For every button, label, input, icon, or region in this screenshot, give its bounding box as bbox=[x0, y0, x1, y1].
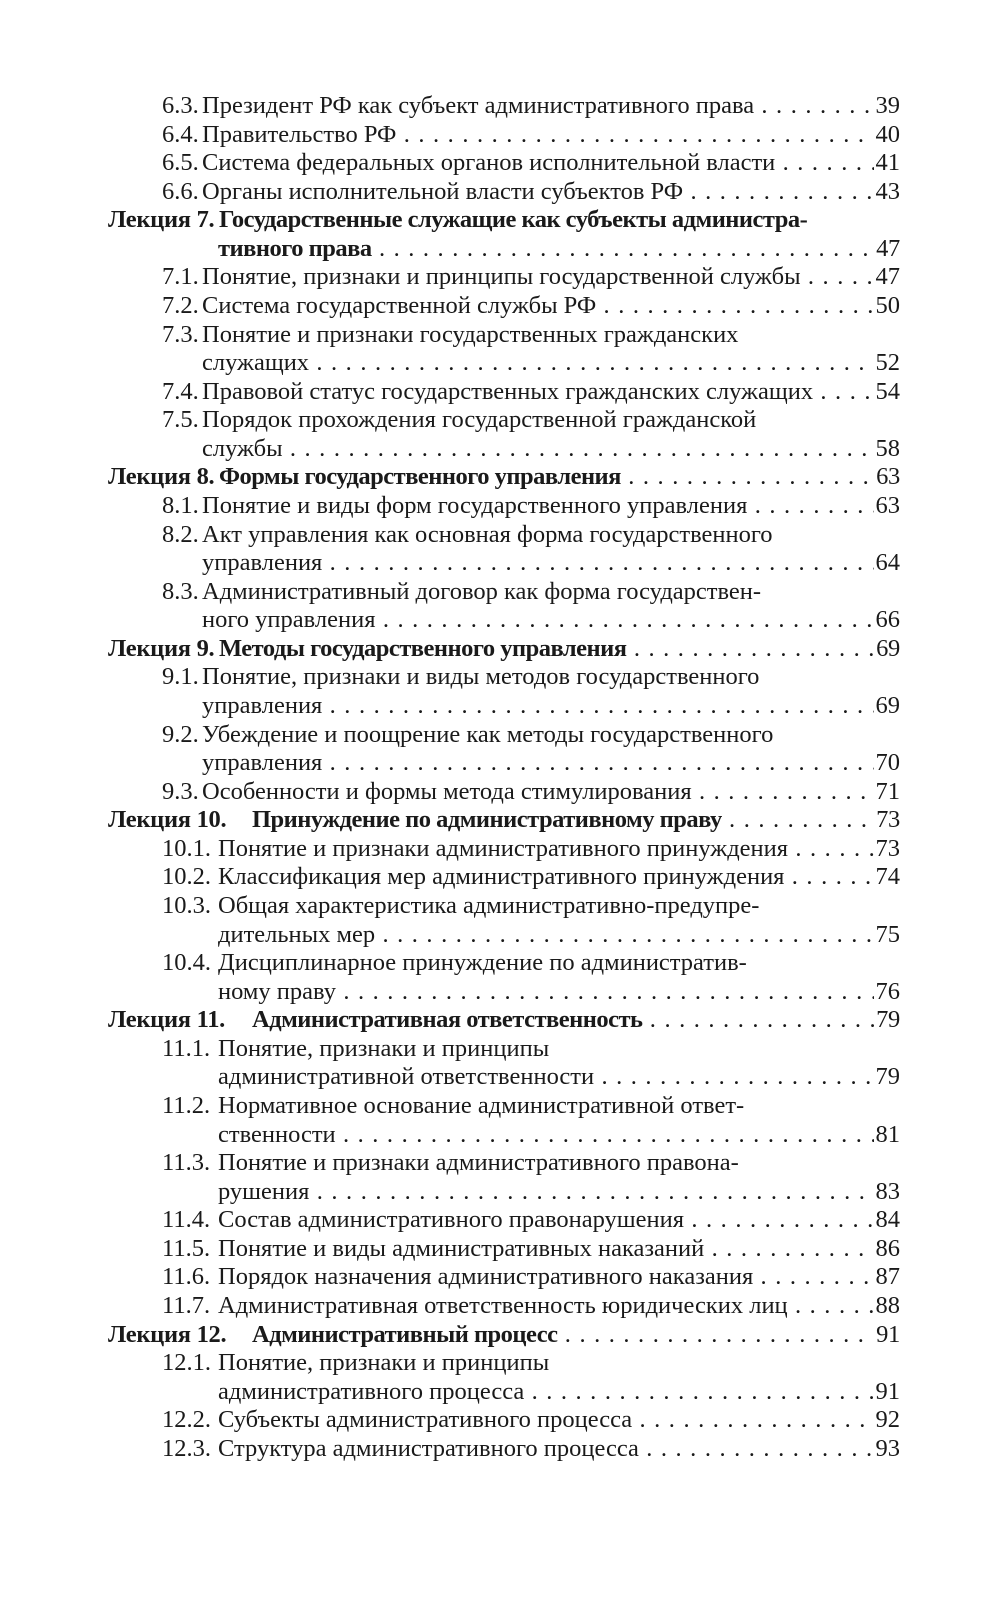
toc-page-number: 81 bbox=[875, 1120, 900, 1148]
toc-page-number: 69 bbox=[875, 691, 900, 719]
toc-section-line bbox=[0, 977, 900, 1006]
toc-entry-title: ственности bbox=[218, 1120, 336, 1148]
toc-lecture-line bbox=[0, 634, 900, 663]
toc-page-number: 73 bbox=[875, 834, 900, 862]
toc-entry-number: Лекция 7. bbox=[108, 206, 215, 234]
toc-section-line bbox=[0, 91, 900, 120]
toc-page-number: 84 bbox=[875, 1206, 900, 1234]
toc-entry-title: тивного права bbox=[218, 234, 372, 262]
toc-entry-title: ного управления bbox=[202, 606, 376, 634]
toc-page-number: 43 bbox=[875, 177, 900, 205]
toc-entry-title: Понятие, признаки и виды методов государственного bbox=[202, 663, 760, 691]
toc-entry-title: Правовой статус государственных гражданских служащих bbox=[202, 377, 814, 405]
toc-page-number: 47 bbox=[876, 234, 900, 262]
toc-lecture-line bbox=[0, 234, 900, 263]
toc-page-number: 79 bbox=[875, 1063, 900, 1091]
toc-section-line bbox=[0, 377, 900, 406]
toc-entry-title: Понятие, признаки и принципы государственной службы bbox=[202, 263, 801, 291]
toc-page-number: 39 bbox=[875, 92, 900, 119]
toc-page-number: 41 bbox=[875, 149, 900, 177]
toc-lecture-line bbox=[0, 462, 900, 491]
toc-section-line bbox=[0, 1205, 900, 1234]
toc-entry-title: Правительство РФ bbox=[202, 120, 397, 148]
toc-section-line bbox=[0, 1234, 900, 1263]
toc-entry-title: Нормативное основание административной ответ- bbox=[218, 1091, 745, 1119]
toc-section-line bbox=[0, 691, 900, 720]
toc-lecture-line bbox=[0, 805, 900, 834]
toc-section-line bbox=[0, 291, 900, 320]
toc-entry-title: Президент РФ как субъект административного права bbox=[202, 92, 755, 119]
toc-entry-number: Лекция 10. bbox=[108, 806, 227, 834]
toc-section-line bbox=[0, 434, 900, 463]
toc-page-number: 93 bbox=[875, 1434, 900, 1462]
toc-section-line bbox=[0, 1405, 900, 1434]
toc-page-number: 63 bbox=[876, 463, 900, 491]
toc-page-number: 64 bbox=[875, 549, 900, 577]
toc-entry-title: Административная ответственность bbox=[252, 1006, 643, 1034]
toc-section-line bbox=[0, 548, 900, 577]
toc-section-line bbox=[0, 920, 900, 949]
toc-section-line bbox=[0, 834, 900, 863]
toc-entry-title: Система федеральных органов исполнительной власти bbox=[202, 149, 776, 177]
toc-section-line bbox=[0, 862, 900, 891]
toc-section-line bbox=[0, 1120, 900, 1149]
toc-page-number: 91 bbox=[876, 1320, 900, 1348]
toc-page-number: 58 bbox=[875, 434, 900, 462]
toc-page-number: 73 bbox=[876, 806, 900, 834]
toc-entry-title: Административный процесс bbox=[252, 1320, 558, 1348]
toc-page-number: 70 bbox=[875, 749, 900, 777]
toc-entry-title: административной ответственности bbox=[218, 1063, 595, 1091]
toc-section-line bbox=[0, 148, 900, 177]
toc-entry-title: Система государственной службы РФ bbox=[202, 291, 597, 319]
toc-entry-title: Порядок назначения административного наказания bbox=[218, 1263, 754, 1291]
toc-section-line bbox=[0, 891, 900, 920]
toc-entry-number: 6.6. bbox=[162, 177, 199, 205]
toc-entry-number: 11.3. bbox=[162, 1149, 211, 1177]
toc-section-line bbox=[0, 177, 900, 206]
toc-entry-title: Понятие и признаки государственных гражданских bbox=[202, 320, 739, 348]
toc-page-number: 91 bbox=[875, 1377, 900, 1405]
toc-entry-title: Субъекты административного процесса bbox=[218, 1406, 633, 1434]
toc-entry-number: 11.6. bbox=[162, 1263, 211, 1291]
toc-entry-number: 10.4. bbox=[162, 949, 211, 977]
toc-section-line bbox=[0, 491, 900, 520]
toc-entry-title: управления bbox=[202, 549, 323, 577]
toc-section-line bbox=[0, 1177, 900, 1206]
toc-page-number: 79 bbox=[876, 1006, 900, 1034]
toc-section-line bbox=[0, 1377, 900, 1406]
toc-section-line bbox=[0, 1262, 900, 1291]
toc-entry-title: Дисциплинарное принуждение по административ- bbox=[218, 949, 747, 977]
toc-section-line bbox=[0, 320, 900, 349]
toc-entry-number: 12.1. bbox=[162, 1349, 211, 1377]
toc-page-number: 69 bbox=[876, 634, 900, 662]
toc-section-line bbox=[0, 1034, 900, 1063]
toc-entry-number: 7.1. bbox=[162, 263, 199, 291]
toc-entry-number: 10.2. bbox=[162, 863, 211, 891]
toc-page-number: 76 bbox=[875, 977, 900, 1005]
toc-entry-title: Порядок прохождения государственной гражданской bbox=[202, 406, 757, 434]
toc-entry-number: 11.7. bbox=[162, 1291, 211, 1319]
toc-page-number: 40 bbox=[875, 120, 900, 148]
toc-page-number: 47 bbox=[875, 263, 900, 291]
toc-entry-title: Особенности и формы метода стимулирования bbox=[202, 777, 692, 805]
toc-entry-title: службы bbox=[202, 434, 283, 462]
toc-section-line bbox=[0, 662, 900, 691]
toc-entry-number: 10.3. bbox=[162, 891, 211, 919]
toc-entry-title: служащих bbox=[202, 349, 310, 377]
toc-page-number: 75 bbox=[875, 920, 900, 948]
toc-section-line bbox=[0, 748, 900, 777]
toc-entry-title: управления bbox=[202, 749, 323, 777]
toc-entry-number: Лекция 11. bbox=[108, 1006, 225, 1034]
toc-page-number: 92 bbox=[875, 1406, 900, 1434]
toc-section-line bbox=[0, 720, 900, 749]
toc-page-number: 71 bbox=[875, 777, 900, 805]
toc-entry-number: Лекция 12. bbox=[108, 1320, 227, 1348]
toc-page-number: 74 bbox=[875, 863, 900, 891]
toc-entry-number: 7.3. bbox=[162, 320, 199, 348]
toc-page-number: 63 bbox=[875, 491, 900, 519]
toc-section-line bbox=[0, 577, 900, 606]
toc-entry-title: Понятие, признаки и принципы bbox=[218, 1349, 550, 1377]
toc-entry-number: Лекция 8. bbox=[108, 463, 215, 491]
toc-section-line bbox=[0, 348, 900, 377]
toc-entry-title: управления bbox=[202, 691, 323, 719]
toc-entry-title: Органы исполнительной власти субъектов РФ bbox=[202, 177, 684, 205]
toc-entry-number: 9.1. bbox=[162, 663, 199, 691]
toc-entry-title: Методы государственного управления bbox=[219, 634, 627, 662]
toc-entry-title: Состав административного правонарушения bbox=[218, 1206, 685, 1234]
toc-entry-title: Понятие и виды административных наказаний bbox=[218, 1234, 705, 1262]
toc-section-line bbox=[0, 1148, 900, 1177]
toc-page-number: 66 bbox=[875, 606, 900, 634]
toc-section-line bbox=[0, 262, 900, 291]
toc-entry-number: 8.1. bbox=[162, 491, 199, 519]
toc-section-line bbox=[0, 405, 900, 434]
toc-entry-title: Акт управления как основная форма государственного bbox=[202, 520, 773, 548]
toc-entry-number: 6.5. bbox=[162, 149, 199, 177]
toc-entry-title: Государственные служащие как субъекты администра- bbox=[219, 206, 808, 234]
toc-entry-title: Понятие и виды форм государственного управления bbox=[202, 491, 748, 519]
toc-entry-title: дительных мер bbox=[218, 920, 376, 948]
toc-section-line bbox=[0, 120, 900, 149]
toc-entry-number: 12.3. bbox=[162, 1434, 211, 1462]
toc-entry-number: Лекция 9. bbox=[108, 634, 215, 662]
toc-section-line bbox=[0, 1348, 900, 1377]
toc-entry-title: Административная ответственность юридических лиц bbox=[218, 1291, 788, 1319]
toc-section-line bbox=[0, 1291, 900, 1320]
toc-entry-number: 7.2. bbox=[162, 291, 199, 319]
toc-entry-title: Понятие, признаки и принципы bbox=[218, 1034, 550, 1062]
toc-lecture-line bbox=[0, 205, 900, 234]
toc-page-number: 83 bbox=[875, 1177, 900, 1205]
toc-section-line bbox=[0, 948, 900, 977]
toc-section-line bbox=[0, 777, 900, 806]
toc-entry-number: 7.4. bbox=[162, 377, 199, 405]
toc-entry-title: Понятие и признаки административного правона- bbox=[218, 1149, 739, 1177]
toc-entry-number: 9.2. bbox=[162, 720, 199, 748]
toc-lecture-line bbox=[0, 1005, 900, 1034]
toc-entry-number: 11.1. bbox=[162, 1034, 211, 1062]
toc-entry-number: 8.2. bbox=[162, 520, 199, 548]
toc-entry-number: 6.4. bbox=[162, 120, 199, 148]
toc-section-line bbox=[0, 605, 900, 634]
toc-entry-title: Классификация мер административного принуждения bbox=[218, 863, 785, 891]
toc-entry-title: Принуждение по административному праву bbox=[252, 806, 722, 834]
toc-page-number: 88 bbox=[875, 1291, 900, 1319]
toc-entry-number: 12.2. bbox=[162, 1406, 211, 1434]
toc-entry-title: Формы государственного управления bbox=[219, 463, 621, 491]
toc-entry-title: Структура административного процесса bbox=[218, 1434, 639, 1462]
toc-section-line bbox=[0, 520, 900, 549]
toc-page-number: 50 bbox=[875, 291, 900, 319]
toc-entry-number: 11.4. bbox=[162, 1206, 211, 1234]
toc-entry-number: 10.1. bbox=[162, 834, 211, 862]
toc-section-line bbox=[0, 1434, 900, 1463]
toc-entry-number: 11.2. bbox=[162, 1091, 211, 1119]
toc-entry-number: 11.5. bbox=[162, 1234, 211, 1262]
toc-entry-title: Убеждение и поощрение как методы государственного bbox=[202, 720, 774, 748]
toc-lecture-line bbox=[0, 1320, 900, 1349]
toc-entry-number: 6.3. bbox=[162, 92, 199, 119]
toc-page-number: 54 bbox=[875, 377, 900, 405]
toc-entry-title: Понятие и признаки административного принуждения bbox=[218, 834, 789, 862]
toc-page-number: 52 bbox=[875, 349, 900, 377]
toc-entry-title: административного процесса bbox=[218, 1377, 525, 1405]
toc-entry-title: Общая характеристика административно-предупре- bbox=[218, 891, 760, 919]
toc-entry-number: 7.5. bbox=[162, 406, 199, 434]
toc-entry-number: 9.3. bbox=[162, 777, 199, 805]
toc-entry-title: ному праву bbox=[218, 977, 336, 1005]
toc-section-line bbox=[0, 1091, 900, 1120]
toc-entry-number: 8.3. bbox=[162, 577, 199, 605]
toc-section-line bbox=[0, 1062, 900, 1091]
toc-entry-title: Административный договор как форма государствен- bbox=[202, 577, 762, 605]
toc-page-number: 87 bbox=[875, 1263, 900, 1291]
toc-entry-title: рушения bbox=[218, 1177, 310, 1205]
toc-page-number: 86 bbox=[875, 1234, 900, 1262]
